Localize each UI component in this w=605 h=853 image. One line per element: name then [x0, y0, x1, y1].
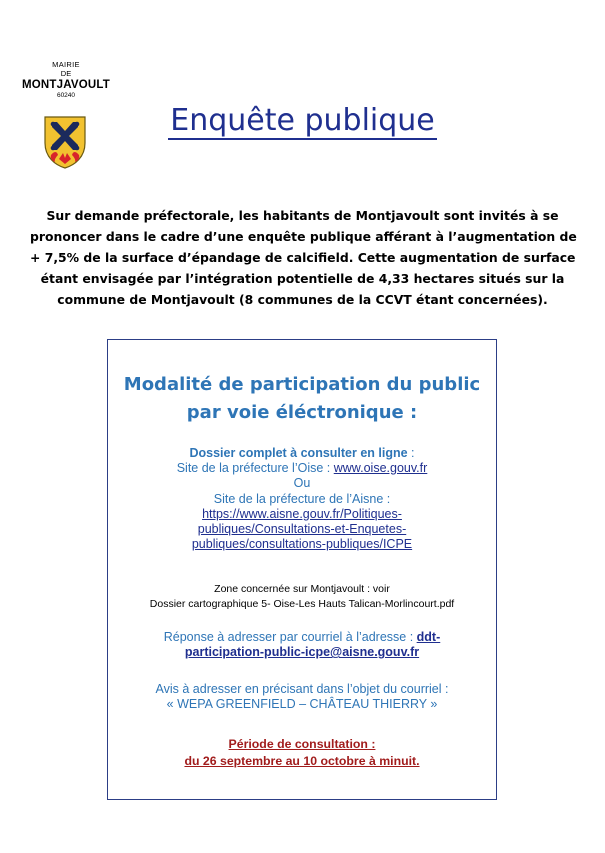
mairie-logo: [14, 60, 118, 100]
dossier-section: Dossier complet à consulter en ligne : Site de la préfecture l’Oise : www.oise.gouv.fr Ou Site de la préfecture de l’Aisne : https://www.aisne.gouv.fr/Politiques- publiques/Consultations-et-Enquetes- publiques/consultations-publiques/ICPE: [108, 446, 496, 552]
zone-line: Dossier cartographique 5- Oise-Les Hauts Talican-Morlincourt.pdf: [149, 598, 455, 610]
participation-box: [107, 339, 497, 800]
intro-line: étant envisagée par l’intégration potentielle de 4,33 hectares situés sur la: [40, 271, 565, 286]
zone-line: Zone concernée sur Montjavoult : voir: [214, 583, 390, 595]
intro-paragraph: [30, 205, 575, 310]
reponse-prefix: Réponse à adresser par courriel à l’adresse :: [163, 630, 417, 644]
avis-line: Avis à adresser en précisant dans l’objet du courriel :: [155, 682, 449, 696]
ou-text: Ou: [293, 476, 311, 491]
avis-section: [108, 682, 496, 712]
email-link[interactable]: participation-public-icpe@aisne.gouv.fr: [184, 645, 420, 660]
page-title: Enquête publique: [170, 103, 435, 138]
logo-town-name: MONTJAVOULT: [21, 79, 111, 91]
zone-section: [108, 582, 496, 612]
periode-section: [108, 736, 496, 770]
logo-zip-code: 60240: [56, 92, 76, 99]
aisne-link[interactable]: publiques/consultations-publiques/ICPE: [191, 537, 413, 552]
intro-line: Sur demande préfectorale, les habitants de Montjavoult sont invités à se: [46, 208, 559, 223]
email-link[interactable]: ddt-: [416, 630, 441, 644]
oise-link[interactable]: www.oise.gouv.fr: [333, 461, 428, 476]
periode-dates: du 26 septembre au 10 octobre à minuit.: [184, 754, 420, 768]
intro-line: + 7,5% de la surface d’épandage de calcifield. Cette augmentation de surface: [30, 250, 576, 265]
aisne-link[interactable]: https://www.aisne.gouv.fr/Politiques-: [202, 506, 402, 521]
aisne-prefix: Site de la préfecture de l’Aisne :: [213, 491, 391, 506]
dossier-label: Dossier complet à consulter en ligne: [189, 446, 408, 460]
avis-line: « WEPA GREENFIELD – CHÂTEAU THIERRY »: [166, 697, 438, 712]
reponse-section: [108, 630, 496, 660]
oise-prefix: Site de la préfecture l’Oise :: [176, 461, 334, 476]
aisne-link[interactable]: publiques/Consultations-et-Enquetes-: [197, 522, 407, 537]
logo-mairie-text: MAIRIE: [52, 60, 80, 69]
intro-line: commune de Montjavoult (8 communes de la CCVT étant concernées).: [57, 292, 548, 307]
periode-label: Période de consultation :: [228, 737, 376, 751]
box-heading: Modalité de participation du public par voie éléctronique :: [123, 374, 481, 423]
logo-de-text: DE: [60, 69, 72, 78]
intro-line: prononcer dans le cadre d’une enquête publique afférant à l’augmentation de: [30, 229, 577, 244]
